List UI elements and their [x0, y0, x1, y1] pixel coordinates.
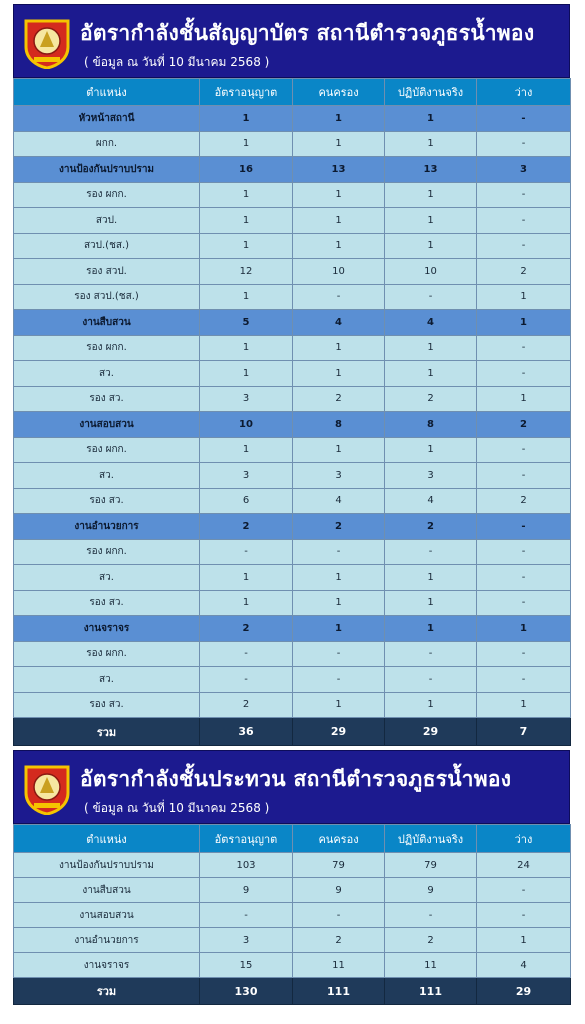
table-cell: 111 — [293, 978, 385, 1005]
table-row — [14, 641, 571, 667]
table-row — [14, 182, 571, 208]
table-cell: 1 — [200, 208, 293, 234]
table-cell: - — [477, 182, 571, 208]
table-cell: 24 — [477, 853, 571, 878]
table-cell: งานสอบสวน — [14, 412, 200, 438]
table-cell: 2 — [293, 514, 385, 540]
column-header: คนครอง — [293, 79, 385, 106]
table-cell: 1 — [477, 616, 571, 642]
table-cell: 1 — [293, 692, 385, 718]
table-cell: รอง สวป.(ชส.) — [14, 284, 200, 310]
table-cell: สว. — [14, 361, 200, 387]
table-cell: งานป้องกันปราบปราม — [14, 853, 200, 878]
table-row — [14, 233, 571, 259]
table-cell: 1 — [385, 106, 477, 132]
table-cell: - — [477, 565, 571, 591]
table-cell: รอง สว. — [14, 692, 200, 718]
table-cell: 3 — [200, 386, 293, 412]
column-header: ว่าง — [477, 79, 571, 106]
table-cell: งานป้องกันปราบปราม — [14, 157, 200, 183]
nco-subtitle: ( ข้อมูล ณ วันที่ 10 มีนาคม 2568 ) — [84, 801, 270, 815]
table-cell: 3 — [293, 463, 385, 489]
table-cell: 111 — [385, 978, 477, 1005]
section-row — [14, 310, 571, 336]
table-cell: 1 — [477, 386, 571, 412]
table-cell: 1 — [293, 233, 385, 259]
table-row — [14, 284, 571, 310]
table-row — [14, 463, 571, 489]
table-cell: 2 — [385, 928, 477, 953]
table-cell: 9 — [385, 878, 477, 903]
table-row — [14, 259, 571, 285]
table-cell: - — [477, 903, 571, 928]
table-cell: 1 — [200, 590, 293, 616]
table-cell: 5 — [200, 310, 293, 336]
table-cell: ผกก. — [14, 131, 200, 157]
table-cell: - — [477, 539, 571, 565]
table-cell: 16 — [200, 157, 293, 183]
table-row — [14, 590, 571, 616]
table-cell: 1 — [477, 928, 571, 953]
table-cell: 4 — [477, 953, 571, 978]
table-cell: งานสืบสวน — [14, 310, 200, 336]
table-cell: 1 — [385, 182, 477, 208]
table-cell: - — [477, 463, 571, 489]
table-cell: - — [477, 335, 571, 361]
table-cell: 29 — [477, 978, 571, 1005]
table-cell: - — [477, 106, 571, 132]
nco-title: อัตรากำลังชั้นประทวน สถานีตำรวจภูธรน้ำพอง — [80, 767, 512, 791]
table-row — [14, 565, 571, 591]
column-header: ตำแหน่ง — [14, 825, 200, 853]
table-cell: 1 — [200, 437, 293, 463]
table-cell: - — [477, 131, 571, 157]
total-row — [14, 718, 571, 746]
section-row — [14, 412, 571, 438]
table-cell: 1 — [200, 106, 293, 132]
table-cell: - — [385, 284, 477, 310]
table-cell: 1 — [293, 437, 385, 463]
table-cell: 1 — [385, 361, 477, 387]
table-cell: 2 — [200, 514, 293, 540]
table-cell: 1 — [200, 284, 293, 310]
table-row — [14, 928, 571, 953]
table-cell: งานจราจร — [14, 953, 200, 978]
police-badge-icon — [22, 17, 72, 69]
table-row — [14, 667, 571, 693]
officer-panel — [13, 4, 570, 746]
table-cell: 4 — [385, 310, 477, 336]
table-cell: - — [385, 539, 477, 565]
table-cell: 2 — [293, 386, 385, 412]
nco-panel — [13, 750, 570, 1005]
table-cell: - — [477, 878, 571, 903]
table-cell: 3 — [477, 157, 571, 183]
table-cell: 3 — [200, 928, 293, 953]
table-cell: - — [200, 539, 293, 565]
section-row — [14, 157, 571, 183]
nco-header — [13, 750, 570, 824]
table-cell: 1 — [293, 182, 385, 208]
table-cell: - — [477, 667, 571, 693]
table-cell: งานสืบสวน — [14, 878, 200, 903]
table-cell: 9 — [200, 878, 293, 903]
table-cell: 2 — [477, 488, 571, 514]
table-cell: 1 — [385, 616, 477, 642]
table-cell: รวม — [14, 978, 200, 1005]
table-row — [14, 386, 571, 412]
table-cell: หัวหน้าสถานี — [14, 106, 200, 132]
table-cell: 10 — [293, 259, 385, 285]
table-cell: 79 — [293, 853, 385, 878]
table-cell: 2 — [477, 412, 571, 438]
table-cell: - — [477, 208, 571, 234]
table-cell: - — [477, 514, 571, 540]
table-cell: - — [293, 903, 385, 928]
table-cell: 15 — [200, 953, 293, 978]
table-cell: 4 — [385, 488, 477, 514]
section-row — [14, 616, 571, 642]
table-cell: 13 — [293, 157, 385, 183]
table-cell: 1 — [385, 208, 477, 234]
table-cell: รอง ผกก. — [14, 641, 200, 667]
table-cell: รอง สว. — [14, 590, 200, 616]
table-cell: รอง สวป. — [14, 259, 200, 285]
table-cell: งานอำนวยการ — [14, 928, 200, 953]
table-cell: 1 — [200, 361, 293, 387]
table-cell: 2 — [385, 386, 477, 412]
table-cell: 1 — [293, 131, 385, 157]
table-cell: 4 — [293, 488, 385, 514]
table-cell: 1 — [293, 616, 385, 642]
table-row — [14, 953, 571, 978]
table-cell: 3 — [200, 463, 293, 489]
table-row — [14, 437, 571, 463]
table-row — [14, 335, 571, 361]
table-cell: 3 — [385, 463, 477, 489]
table-cell: - — [477, 233, 571, 259]
table-cell: 29 — [293, 718, 385, 746]
officer-table — [13, 78, 571, 746]
table-cell: 1 — [293, 335, 385, 361]
table-cell: รอง สว. — [14, 488, 200, 514]
table-cell: - — [385, 667, 477, 693]
table-cell: รอง ผกก. — [14, 182, 200, 208]
table-cell: สวป.(ชส.) — [14, 233, 200, 259]
table-cell: 7 — [477, 718, 571, 746]
table-cell: - — [293, 641, 385, 667]
table-cell: งานจราจร — [14, 616, 200, 642]
table-cell: 1 — [200, 565, 293, 591]
table-cell: 1 — [293, 565, 385, 591]
table-cell: - — [293, 539, 385, 565]
column-header: อัตราอนุญาต — [200, 825, 293, 853]
table-cell: 10 — [200, 412, 293, 438]
table-row — [14, 539, 571, 565]
table-cell: 9 — [293, 878, 385, 903]
table-cell: 1 — [385, 692, 477, 718]
table-row — [14, 361, 571, 387]
police-badge-icon — [22, 763, 72, 815]
table-cell: 2 — [200, 616, 293, 642]
section-row — [14, 106, 571, 132]
table-row — [14, 692, 571, 718]
table-cell: - — [477, 437, 571, 463]
table-cell: 11 — [293, 953, 385, 978]
column-header: อัตราอนุญาต — [200, 79, 293, 106]
table-cell: 1 — [385, 131, 477, 157]
table-cell: 1 — [385, 233, 477, 259]
table-cell: - — [385, 903, 477, 928]
table-cell: - — [200, 903, 293, 928]
nco-table — [13, 824, 571, 1005]
table-cell: สว. — [14, 463, 200, 489]
table-cell: 1 — [293, 590, 385, 616]
table-cell: - — [293, 284, 385, 310]
table-cell: 1 — [200, 182, 293, 208]
table-cell: 8 — [385, 412, 477, 438]
table-cell: - — [200, 667, 293, 693]
table-cell: รวม — [14, 718, 200, 746]
table-cell: รอง ผกก. — [14, 539, 200, 565]
total-row — [14, 978, 571, 1005]
table-cell: 12 — [200, 259, 293, 285]
table-cell: 1 — [477, 284, 571, 310]
table-cell: 130 — [200, 978, 293, 1005]
table-cell: 1 — [200, 233, 293, 259]
table-cell: 8 — [293, 412, 385, 438]
table-cell: - — [293, 667, 385, 693]
table-cell: 4 — [293, 310, 385, 336]
table-cell: 2 — [200, 692, 293, 718]
table-cell: - — [477, 641, 571, 667]
table-row — [14, 131, 571, 157]
table-cell: 36 — [200, 718, 293, 746]
officer-header — [13, 4, 570, 78]
column-header: ปฏิบัติงานจริง — [385, 825, 477, 853]
column-header: คนครอง — [293, 825, 385, 853]
table-cell: 6 — [200, 488, 293, 514]
table-cell: 13 — [385, 157, 477, 183]
table-cell: สว. — [14, 667, 200, 693]
table-cell: 1 — [200, 335, 293, 361]
table-cell: 1 — [293, 106, 385, 132]
table-cell: - — [385, 641, 477, 667]
table-row — [14, 903, 571, 928]
table-cell: 29 — [385, 718, 477, 746]
table-cell: สว. — [14, 565, 200, 591]
table-cell: 1 — [200, 131, 293, 157]
table-cell: - — [477, 590, 571, 616]
table-cell: - — [200, 641, 293, 667]
table-cell: 79 — [385, 853, 477, 878]
table-cell: 1 — [477, 692, 571, 718]
table-cell: 10 — [385, 259, 477, 285]
table-cell: 2 — [385, 514, 477, 540]
table-cell: รอง ผกก. — [14, 437, 200, 463]
officer-subtitle: ( ข้อมูล ณ วันที่ 10 มีนาคม 2568 ) — [84, 55, 270, 69]
table-cell: 1 — [385, 437, 477, 463]
column-header: ว่าง — [477, 825, 571, 853]
table-cell: 1 — [293, 361, 385, 387]
table-cell: 1 — [385, 565, 477, 591]
table-cell: - — [477, 361, 571, 387]
table-cell: งานสอบสวน — [14, 903, 200, 928]
table-cell: รอง ผกก. — [14, 335, 200, 361]
table-cell: 1 — [293, 208, 385, 234]
table-cell: 1 — [477, 310, 571, 336]
table-row — [14, 208, 571, 234]
officer-title: อัตรากำลังชั้นสัญญาบัตร สถานีตำรวจภูธรน้ำพอง — [80, 21, 535, 45]
table-cell: 1 — [385, 335, 477, 361]
table-cell: งานอำนวยการ — [14, 514, 200, 540]
table-cell: 1 — [385, 590, 477, 616]
table-cell: รอง สว. — [14, 386, 200, 412]
table-cell: 11 — [385, 953, 477, 978]
table-cell: 2 — [477, 259, 571, 285]
table-row — [14, 878, 571, 903]
column-header: ปฏิบัติงานจริง — [385, 79, 477, 106]
table-cell: สวป. — [14, 208, 200, 234]
table-row — [14, 488, 571, 514]
column-header: ตำแหน่ง — [14, 79, 200, 106]
table-cell: 2 — [293, 928, 385, 953]
section-row — [14, 514, 571, 540]
table-row — [14, 853, 571, 878]
table-cell: 103 — [200, 853, 293, 878]
